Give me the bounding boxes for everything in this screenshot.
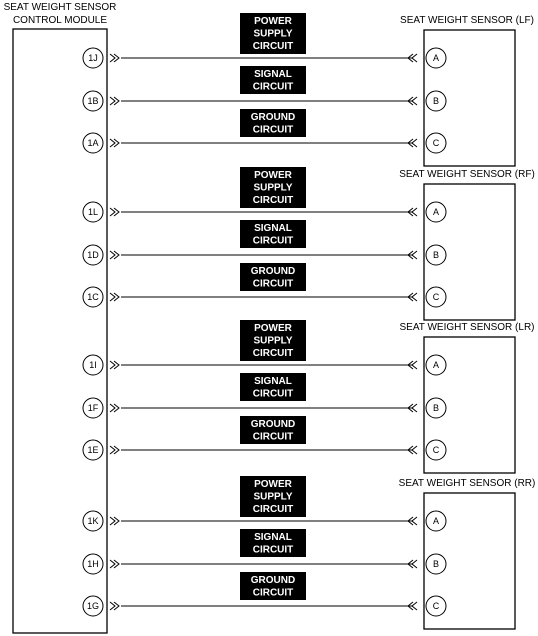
circuit-label-text: CIRCUIT	[252, 278, 294, 290]
sensor-pin-label: A	[432, 53, 440, 64]
sensor-pin-label: C	[432, 292, 440, 303]
module-pin-label: 1I	[89, 360, 97, 371]
sensor-pin-label: A	[432, 516, 440, 527]
module-pin-label: 1H	[87, 559, 99, 570]
circuit-label-text: CIRCUIT	[252, 235, 294, 247]
sensor-pin-label: A	[432, 207, 440, 218]
sensor-pin-label: B	[432, 559, 440, 570]
module-pin-label: 1K	[87, 516, 99, 527]
circuit-label-text: CIRCUIT	[252, 195, 294, 206]
module-title-line1: SEAT WEIGHT SENSOR	[3, 2, 117, 13]
module-pin-label: 1A	[87, 138, 99, 149]
sensor-pin-label: C	[432, 138, 440, 149]
connector-symbol-icon	[110, 560, 119, 568]
circuit-label-text: CIRCUIT	[252, 431, 294, 443]
circuit-label-text: CIRCUIT	[252, 587, 294, 599]
circuit-label-text: POWER	[254, 479, 292, 490]
sensor-title: SEAT WEIGHT SENSOR (LF)	[400, 15, 534, 26]
sensor-group-2	[83, 167, 535, 320]
circuit-label-text: GROUND	[250, 266, 296, 277]
connector-symbol-icon	[110, 293, 119, 301]
control-module-box	[13, 29, 107, 633]
circuit-label-text: SIGNAL	[254, 532, 292, 543]
circuit-label-text: SUPPLY	[253, 491, 293, 503]
connector-symbol-icon	[110, 54, 119, 62]
module-title-line2: CONTROL MODULE	[12, 15, 108, 26]
module-pin-label: 1C	[87, 292, 99, 303]
circuit-label-text: SUPPLY	[253, 335, 293, 347]
sensor-title: SEAT WEIGHT SENSOR (RF)	[399, 169, 535, 180]
module-pin-label: 1L	[87, 207, 99, 218]
connector-symbol-icon	[110, 251, 119, 259]
sensor-pin-label: C	[432, 445, 440, 456]
sensor-pin-label: B	[432, 250, 440, 261]
circuit-label-text: SIGNAL	[254, 69, 292, 80]
connector-symbol-icon	[110, 404, 119, 412]
module-pin-label: 1E	[87, 445, 99, 456]
connector-symbol-icon	[110, 517, 119, 525]
circuit-label-text: CIRCUIT	[252, 124, 294, 136]
module-pin-label: 1B	[87, 96, 99, 107]
circuit-label-text: SIGNAL	[254, 376, 292, 387]
circuit-label-text: CIRCUIT	[252, 348, 294, 359]
sensor-title: SEAT WEIGHT SENSOR (LR)	[399, 322, 535, 333]
sensor-group-4	[83, 476, 535, 629]
sensor-group-1	[83, 13, 534, 166]
circuit-label-text: CIRCUIT	[252, 544, 294, 556]
connector-symbol-icon	[110, 139, 119, 147]
circuit-label-text: SUPPLY	[253, 182, 293, 194]
circuit-label-text: POWER	[254, 323, 292, 334]
module-pin-label: 1F	[87, 403, 99, 414]
connector-symbol-icon	[110, 97, 119, 105]
circuit-label-text: GROUND	[250, 112, 296, 123]
circuit-label-text: SIGNAL	[254, 223, 292, 234]
module-pin-label: 1J	[88, 53, 98, 64]
circuit-label-text: GROUND	[250, 575, 296, 586]
connector-symbol-icon	[110, 446, 119, 454]
sensor-pin-label: B	[432, 96, 440, 107]
connector-symbol-icon	[110, 602, 119, 610]
circuit-label-text: CIRCUIT	[252, 81, 294, 93]
module-pin-label: 1G	[86, 601, 100, 612]
connector-symbol-icon	[110, 361, 119, 369]
circuit-label-text: SUPPLY	[253, 28, 293, 40]
circuit-label-text: POWER	[254, 16, 292, 27]
sensor-pin-label: B	[432, 403, 440, 414]
module-pin-label: 1D	[87, 250, 99, 261]
sensor-group-3	[83, 320, 535, 473]
sensor-title: SEAT WEIGHT SENSOR (RR)	[398, 478, 536, 489]
circuit-label-text: GROUND	[250, 419, 296, 430]
sensor-pin-label: C	[432, 601, 440, 612]
connector-symbol-icon	[110, 208, 119, 216]
circuit-label-text: POWER	[254, 170, 292, 181]
circuit-label-text: CIRCUIT	[252, 504, 294, 515]
circuit-label-text: CIRCUIT	[252, 388, 294, 400]
circuit-label-text: CIRCUIT	[252, 41, 294, 52]
sensor-pin-label: A	[432, 360, 440, 371]
